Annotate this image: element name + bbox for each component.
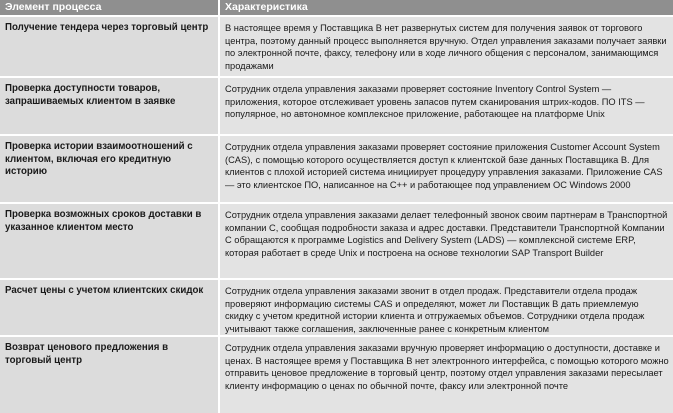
row-2-characteristic: Сотрудник отдела управления заказами проверяет состояние Inventory Control System — приложения, которое отслеживает уровень запасов путем сканирования штрих-кодов. ПО ITS — популярное, но автономное комплексное приложение, работающее на платформе Unix [220, 76, 673, 134]
row-6-element: Возврат ценового предложения в торговый центр [0, 335, 220, 413]
row-2-element: Проверка доступности товаров, запрашиваемых клиентом в заявке [0, 76, 220, 134]
row-5-characteristic: Сотрудник отдела управления заказами звонит в отдел продаж. Представители отдела продаж проверяют информацию системы CAS и определяют, может ли Поставщик В дать приемлемую скидку с учетом кредитной истории клиента и отгружаемых объемов. Сотрудники отдела продаж учитывают также соглашения, заключенные ранее с конкретным клиентом [220, 278, 673, 335]
row-1-element: Получение тендера через торговый центр [0, 15, 220, 76]
row-3-element: Проверка истории взаимоотношений с клиентом, включая его кредитную историю [0, 134, 220, 202]
row-1-characteristic: В настоящее время у Поставщика В нет развернутых систем для получения заявок от торгового центра, поэтому данный процесс выполняется вручную. Отдел управления заказами получает заявки по электронной почте, факсу, телефону или в ходе личного общения с персоналом, занимающимся продажами [220, 15, 673, 76]
row-6-characteristic: Сотрудник отдела управления заказами вручную проверяет информацию о доступности, доставке и ценах. В настоящее время у Поставщика В нет электронного интерфейса, с помощью которого можно отправить ценовое предложение в торговый центр, поэтому отдел управления заказами пересылает клиенту информацию о ценах по обычной почте, факсу или электронной почте [220, 335, 673, 413]
header-characteristic-column: Характеристика [220, 0, 673, 15]
row-3-characteristic: Сотрудник отдела управления заказами проверяет состояние приложения Customer Account System (CAS), с помощью которого осуществляется доступ к клиентской базе данных Поставщика В. Для клиентов с плохой историей система инициирует процедуру управления заказами. Приложение CAS — это клиентское ПО, написанное на C++ и работающее под управлением ОС Windows 2000 [220, 134, 673, 202]
row-4-characteristic: Сотрудник отдела управления заказами делает телефонный звонок своим партнерам в Транспортной компании С, сообщая подробности заказа и адрес доставки. Представители Транспортной Компании С обращаются к программе Logistics and Delivery System (LADS) — комплексной системе ERP, которая работает в среде Unix и построена на основе технологии SAP Transport Builder [220, 202, 673, 278]
row-5-element: Расчет цены с учетом клиентских скидок [0, 278, 220, 335]
header-element-column: Элемент процесса [0, 0, 220, 15]
row-4-element: Проверка возможных сроков доставки в указанное клиентом место [0, 202, 220, 278]
